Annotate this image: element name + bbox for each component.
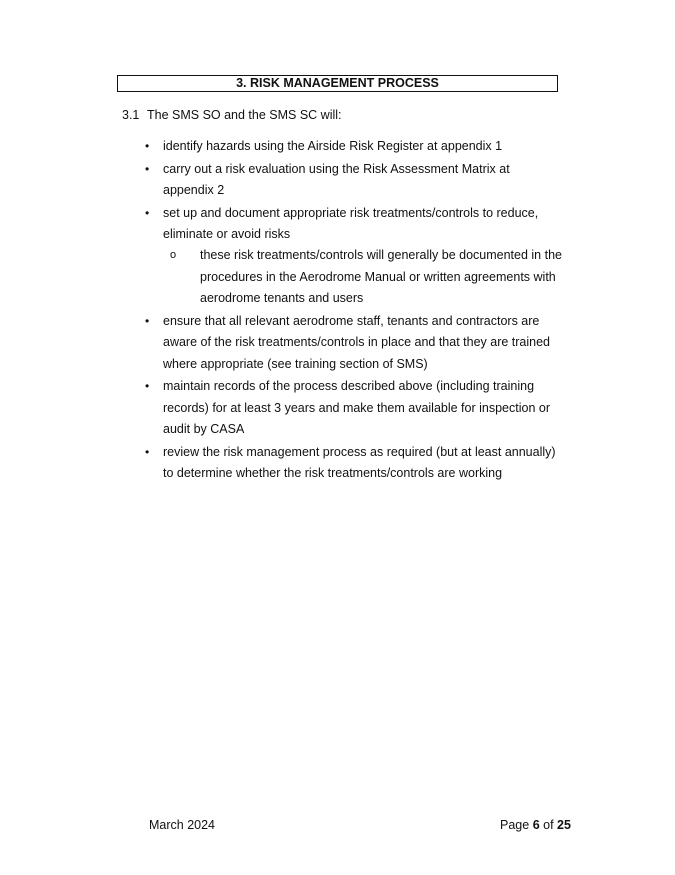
page-label: Page (500, 818, 530, 832)
total-pages: 25 (557, 818, 571, 832)
list-item (145, 442, 563, 485)
circle-bullet-icon: o (170, 249, 177, 262)
list-item (145, 159, 563, 202)
intro-paragraph (122, 107, 342, 123)
bullet-icon: • (145, 313, 150, 328)
list-item (145, 203, 563, 310)
sub-bullet-list (163, 245, 563, 309)
bullet-icon: • (145, 161, 150, 176)
page-of-label: of (543, 818, 554, 832)
list-item-text: carry out a risk evaluation using the Risk Assessment Matrix at appendix 2 (163, 161, 510, 197)
current-page: 6 (532, 818, 540, 832)
list-item-text: review the risk management process as required (but at least annually) to determine whether the risk treatments/controls are working (163, 444, 556, 481)
bullet-icon: • (145, 379, 150, 394)
sub-list-item (170, 245, 563, 309)
sub-list-item-text: these risk treatments/controls will generally be documented in the procedures in the Aerodrome Manual or written agreements with aerodrome tenants and users (200, 248, 562, 306)
list-item-text: ensure that all relevant aerodrome staff, tenants and contractors are aware of the risk treatments/controls in place and that they are trained where appropriate (see training section of SMS) (163, 313, 551, 371)
list-item-text: identify hazards using the Airside Risk Register at appendix 1 (163, 139, 503, 153)
footer-date: March 2024 (149, 818, 216, 832)
list-item-text: set up and document appropriate risk treatments/controls to reduce, eliminate or avoid risks (163, 205, 539, 241)
bullet-icon: • (145, 444, 150, 459)
intro-text: The SMS SO and the SMS SC will: (147, 108, 342, 122)
bullet-list (145, 136, 563, 486)
bullet-icon: • (145, 139, 150, 153)
footer-page-number (500, 817, 571, 833)
list-item-text: maintain records of the process described above (including training records) for at least 3 years and make them available for inspection or audit by CASA (163, 379, 550, 437)
intro-number: 3.1 (122, 108, 140, 122)
list-item (145, 136, 563, 157)
bullet-icon: • (145, 205, 150, 220)
list-item (145, 376, 563, 440)
list-item (145, 311, 563, 375)
section-heading: 3. RISK MANAGEMENT PROCESS (117, 75, 558, 92)
